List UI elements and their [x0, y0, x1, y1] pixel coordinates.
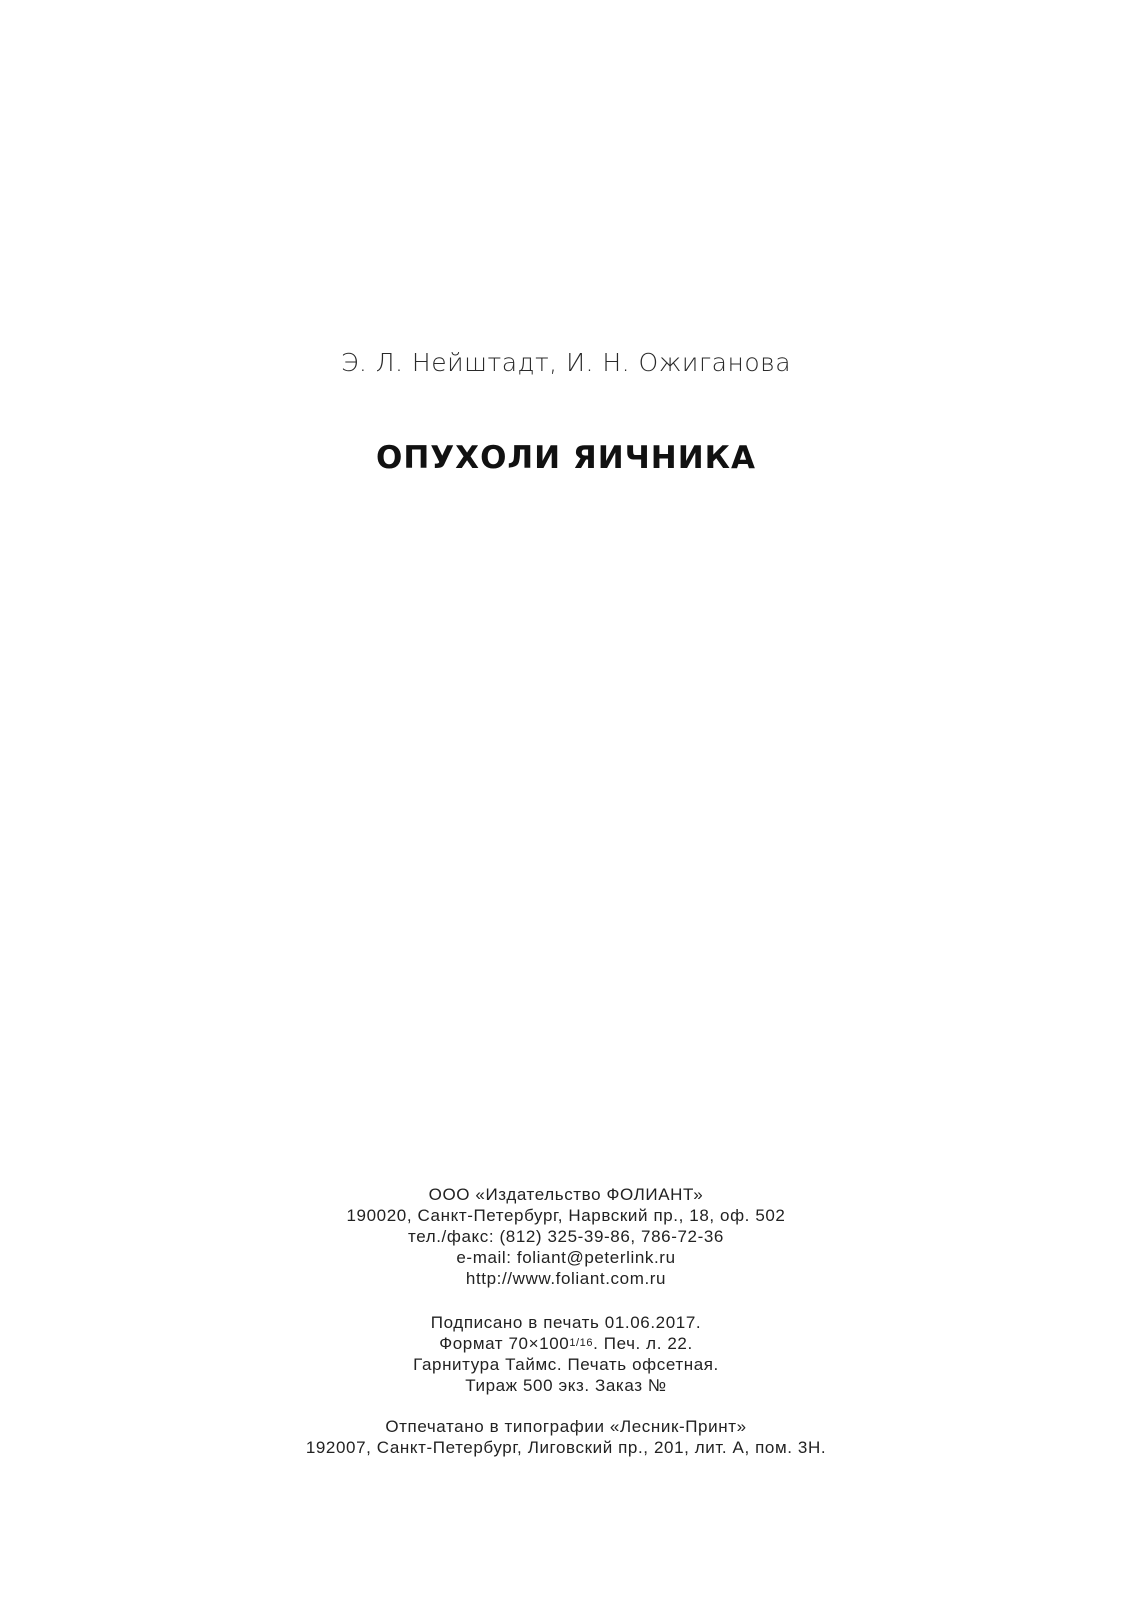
- book-authors: Э. Л. Нейштадт, И. Н. Ожиганова: [340, 348, 792, 377]
- signed-to-print: Подписано в печать 01.06.2017.: [430, 1313, 702, 1332]
- publisher-email: e-mail: foliant@peterlink.ru: [456, 1248, 676, 1267]
- print-run: Тираж 500 экз. Заказ №: [465, 1376, 667, 1395]
- format-line: [0, 1333, 1132, 1354]
- format-suffix: . Печ. л. 22.: [593, 1334, 693, 1353]
- typeface-line: Гарнитура Таймс. Печать офсетная.: [413, 1355, 719, 1374]
- publisher-phone: тел./факс: (812) 325-39-86, 786-72-36: [408, 1227, 724, 1246]
- format-fraction: 1/16: [569, 1337, 594, 1349]
- publisher-address: 190020, Санкт-Петербург, Нарвский пр., 18, оф. 502: [346, 1206, 786, 1225]
- print-details: [0, 1312, 1132, 1396]
- book-title: ОПУХОЛИ ЯИЧНИКА: [375, 440, 757, 476]
- publisher-info: [0, 1184, 1132, 1289]
- printer-address: 192007, Санкт-Петербург, Лиговский пр., 201, лит. А, пом. 3Н.: [305, 1438, 827, 1457]
- publisher-website: http://www.foliant.com.ru: [465, 1269, 667, 1288]
- printer-info: [0, 1416, 1132, 1458]
- printer-name: Отпечатано в типографии «Лесник-Принт»: [385, 1417, 747, 1436]
- publisher-name: ООО «Издательство ФОЛИАНТ»: [428, 1185, 704, 1204]
- format-prefix: Формат 70×100: [439, 1334, 570, 1353]
